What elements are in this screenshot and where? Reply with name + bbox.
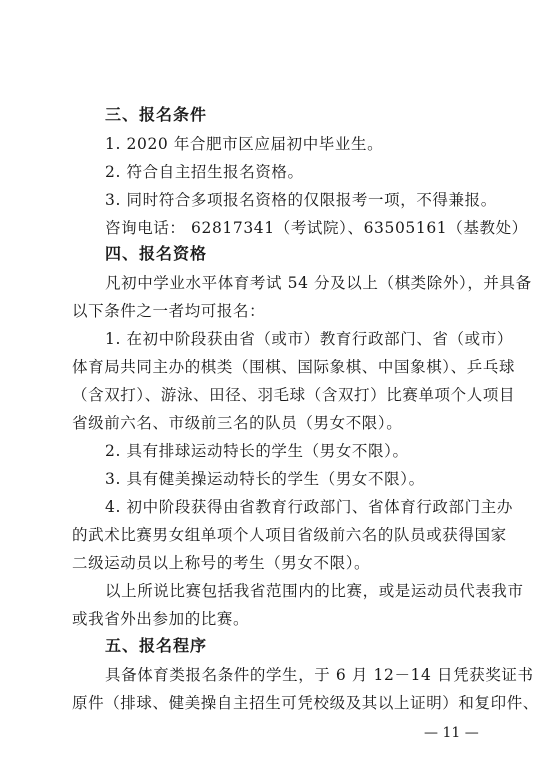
s3-item-1: 1. 2020 年合肥市区应届初中毕业生。	[105, 135, 384, 153]
s4-item-3: 3. 具有健美操运动特长的学生（男女不限）。	[105, 470, 425, 488]
s4-item1-line-1: 1. 在初中阶段获由省（或市）教育行政部门、省（或市）	[105, 330, 513, 348]
section-heading-3: 三、报名条件	[105, 105, 208, 124]
s4-item4-line-2: 的武术比赛男女组单项个人项目省级前六名的队员或获得国家	[72, 526, 507, 544]
section-heading-4: 四、报名资格	[105, 244, 208, 263]
s4-item4-line-1: 4. 初中阶段获得由省教育行政部门、省体育行政部门主办	[105, 498, 513, 516]
s4-intro-line-1: 凡初中学业水平体育考试 54 分及以上（棋类除外），并具备	[105, 274, 532, 292]
contact-phone: 咨询电话： 62817341（考试院）、63505161（基教处）	[105, 219, 528, 237]
s4-item1-line-2: 体育局共同主办的棋类（围棋、国际象棋、中国象棋）、乒乓球	[72, 358, 516, 376]
s3-item-3: 3. 同时符合多项报名资格的仅限报考一项，不得兼报。	[105, 191, 497, 209]
s3-item-2: 2. 符合自主招生报名资格。	[105, 163, 304, 181]
s4-note-line-2: 或我省外出参加的比赛。	[72, 610, 250, 628]
section-heading-5: 五、报名程序	[105, 636, 208, 655]
s4-item1-line-3: （含双打）、游泳、田径、羽毛球（含双打）比赛单项个人项目	[72, 386, 516, 404]
s4-item4-line-3: 二级运动员以上称号的考生（男女不限）。	[72, 554, 371, 572]
s5-body-line-2: 原件（排球、健美操自主招生可凭校级及其以上证明）和复印件、	[72, 694, 539, 712]
s4-note-line-1: 以上所说比赛包括我省范围内的比赛，或是运动员代表我市	[105, 582, 524, 600]
s4-item-2: 2. 具有排球运动特长的学生（男女不限）。	[105, 442, 409, 460]
s5-body-line-1: 具备体育类报名条件的学生，于 6 月 12－14 日凭获奖证书	[105, 666, 534, 684]
s4-intro-line-2: 以下条件之一者均可报名：	[72, 302, 266, 320]
s4-item1-line-4: 省级前六名、市级前三名的队员（男女不限）。	[72, 414, 403, 432]
page-number: — 11 —	[424, 725, 479, 741]
